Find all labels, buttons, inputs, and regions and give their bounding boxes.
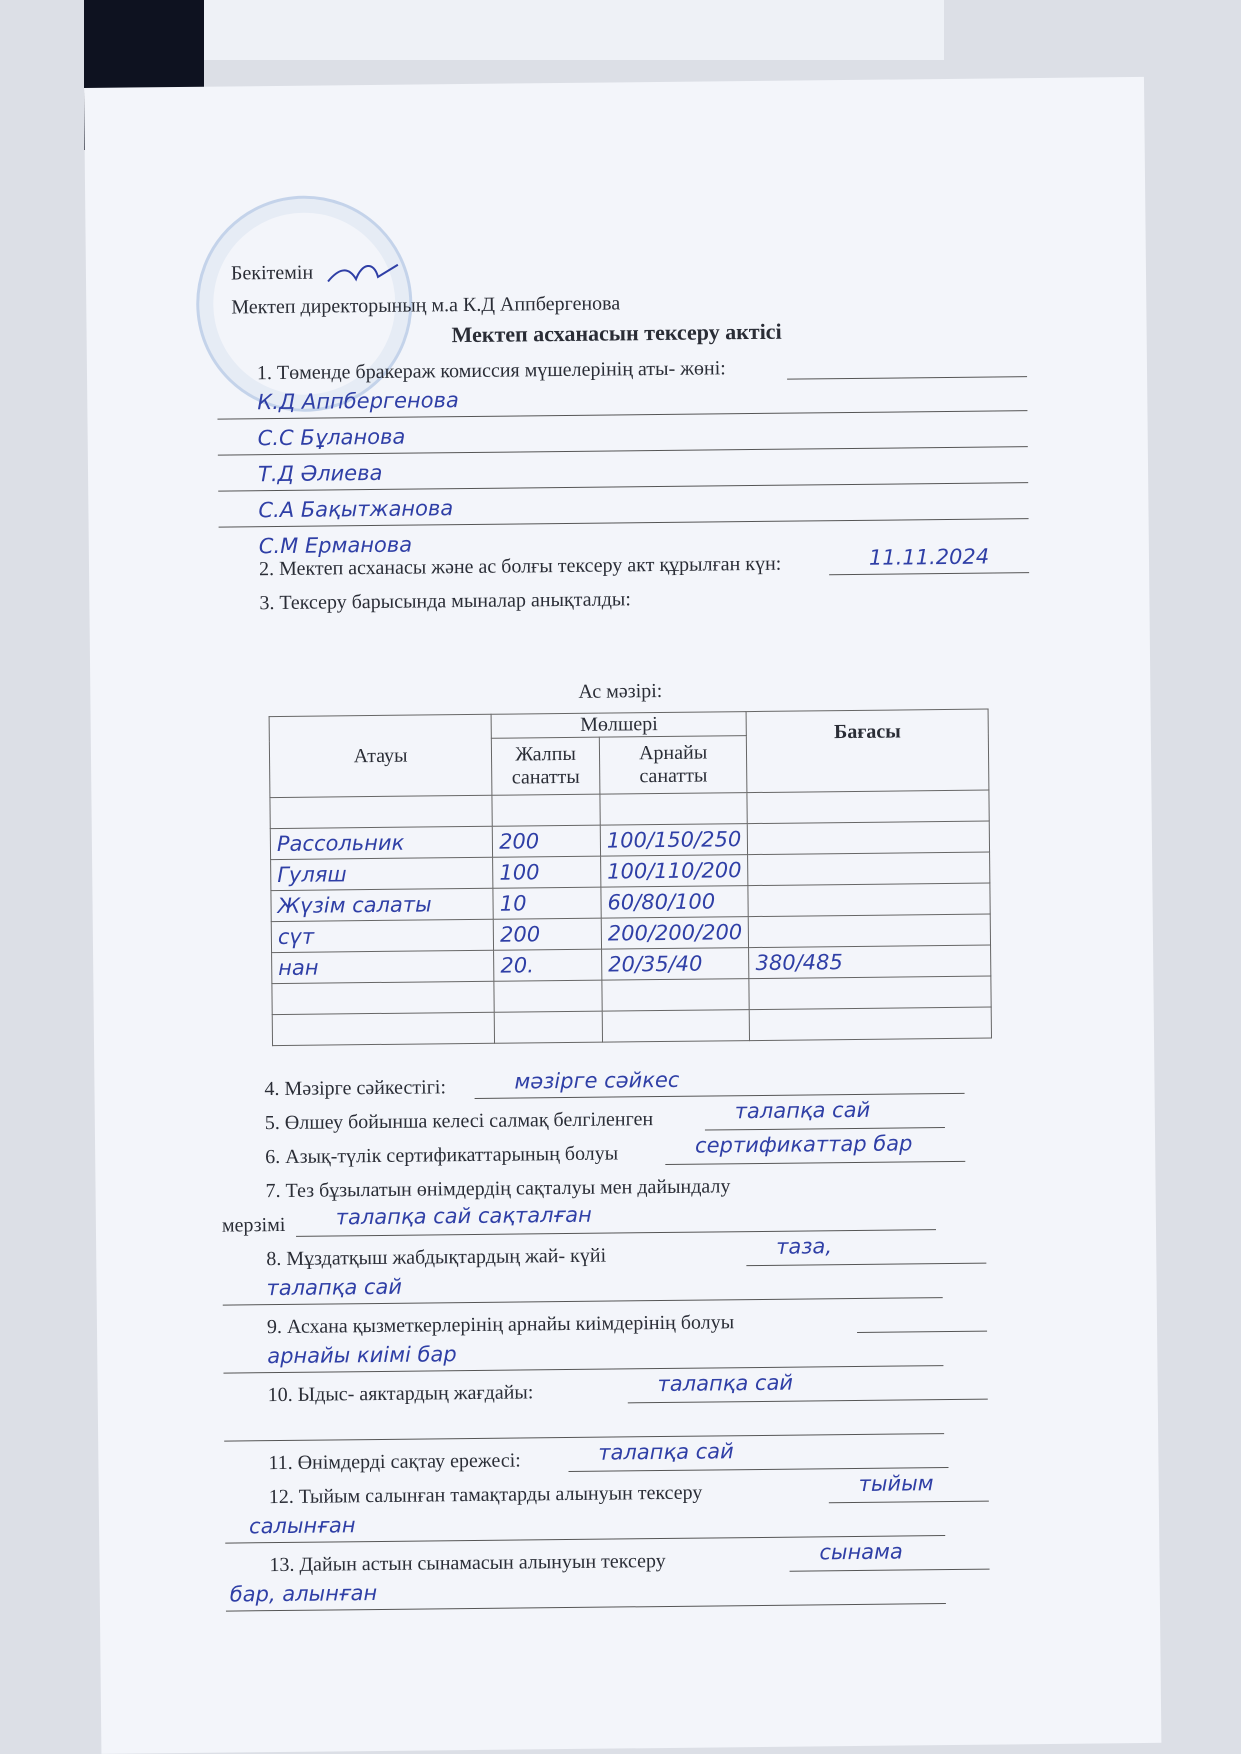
col-price-header: Бағасы xyxy=(746,709,988,793)
item-12-label: 12. Тыйым салынған тамақтарды алынуын тексеру xyxy=(268,1481,703,1509)
row-name: Рассольник xyxy=(270,826,493,859)
item-9-underline xyxy=(857,1331,987,1333)
item-6-underline xyxy=(665,1161,965,1165)
row-price xyxy=(748,883,990,917)
row-name: Гуляш xyxy=(271,857,494,890)
item-7-label-cont: мерзімі xyxy=(221,1213,286,1237)
member-3: Т.Д Әлиева xyxy=(257,460,383,487)
director-line: Мектеп директорының м.а К.Д Аппбергенова xyxy=(231,292,621,319)
item-8-answer: таза, xyxy=(776,1234,833,1259)
row-name: сүт xyxy=(271,919,494,952)
item-2-underline xyxy=(829,572,1029,575)
item-10-underline xyxy=(628,1399,988,1404)
member-5: С.М Ерманова xyxy=(258,532,413,559)
item-13-underline xyxy=(790,1569,990,1572)
row-name: нан xyxy=(272,950,495,983)
item-7-label: 7. Тез бұзылатын өнімдердің сақталуы мен дайындалу xyxy=(265,1175,731,1203)
row-general: 200 xyxy=(492,825,600,857)
approval-label: Бекітемін xyxy=(230,261,314,285)
item-11-answer: талапқа сай xyxy=(598,1439,734,1465)
item-10-answer: талапқа сай xyxy=(657,1370,794,1397)
item-2-date: 11.11.2024 xyxy=(868,544,990,570)
row-general xyxy=(494,1011,602,1043)
approval-block xyxy=(231,252,621,324)
row-name: Жүзім салаты xyxy=(271,888,494,921)
row-price xyxy=(749,976,991,1010)
menu-table xyxy=(269,709,992,1047)
row-price xyxy=(748,852,990,886)
item-7-answer: талапқа сай сақталған xyxy=(335,1202,592,1230)
col-amount-header: Мөлшері xyxy=(491,712,746,739)
item-10-label: 10. Ыдыс- аяктардың жағдайы: xyxy=(267,1381,534,1407)
row-general: 20. xyxy=(494,949,602,981)
item-9-answer: арнайы киімі бар xyxy=(267,1342,457,1369)
row-special: 200/200/200 xyxy=(601,917,749,950)
row-price xyxy=(750,1007,992,1041)
item-1-label: 1. Төменде бракераж комиссия мүшелерінің аты- жөні: xyxy=(256,357,726,385)
item-4-underline xyxy=(475,1093,965,1099)
row-special: 20/35/40 xyxy=(601,948,749,981)
item-5-label: 5. Өлшеу бойынша келесі салмақ белгіленген xyxy=(264,1108,654,1135)
row-price xyxy=(749,914,991,948)
item-10-underline-2 xyxy=(224,1433,944,1442)
menu-title: Ас мәзірі: xyxy=(578,679,663,703)
item-6-label: 6. Азық-түлік сертификаттарының болуы xyxy=(265,1142,619,1169)
col-name-header: Атауы xyxy=(269,714,492,797)
director-signature xyxy=(318,259,408,288)
item-5-underline xyxy=(705,1127,945,1131)
col-general-header: Жалпы санатты xyxy=(492,737,600,795)
row-general: 10 xyxy=(493,887,601,919)
item-13-answer-cont: бар, алынған xyxy=(229,1581,378,1607)
document-title: Мектеп асханасын тексеру актісі xyxy=(451,318,782,348)
background-page-edge xyxy=(204,0,944,60)
item-6-answer: сертификаттар бар xyxy=(694,1131,913,1158)
document-page xyxy=(84,77,1161,1754)
item-4-label: 4. Мәзірге сәйкестігі: xyxy=(264,1076,447,1101)
row-name xyxy=(272,981,495,1014)
item-13-label: 13. Дайын астын сынамасын алынуын тексеру xyxy=(269,1549,666,1577)
item-13-answer: сынама xyxy=(819,1539,903,1565)
item-2-label: 2. Мектеп асханасы және ас болғы тексеру акт құрылған күн: xyxy=(258,552,782,581)
member-1: К.Д Аппбергенова xyxy=(257,388,459,415)
row-general: 100 xyxy=(493,856,601,888)
row-name xyxy=(272,1012,495,1045)
row-special: 60/80/100 xyxy=(601,886,749,919)
item-12-answer-cont: салынған xyxy=(248,1513,356,1539)
row-special: 100/110/200 xyxy=(601,855,749,888)
member-4: С.А Бақытжанова xyxy=(258,496,454,523)
member-2: С.С Бұланова xyxy=(257,424,406,451)
item-12-answer: тыйым xyxy=(858,1471,934,1496)
item-9-label: 9. Асхана қызметкерлерінің арнайы киімдерінің болуы xyxy=(266,1311,735,1339)
item-5-answer: талапқа сай xyxy=(734,1097,871,1124)
row-price xyxy=(748,821,990,855)
row-general: 200 xyxy=(493,918,601,950)
row-general xyxy=(494,980,602,1012)
item-11-label: 11. Өнімдерді сақтау ережесі: xyxy=(268,1449,521,1475)
row-price: 380/485 xyxy=(749,945,991,979)
item-4-answer: мәзірге сәйкес xyxy=(514,1067,680,1094)
item-8-answer-cont: талапқа сай xyxy=(266,1274,403,1301)
row-special xyxy=(602,979,750,1012)
item-8-label: 8. Мұздатқыш жабдықтардың жай- күйі xyxy=(266,1244,607,1271)
item-1-underline xyxy=(787,376,1027,380)
item-12-underline xyxy=(829,1501,989,1504)
table-row xyxy=(272,1007,991,1046)
row-special xyxy=(602,1010,750,1043)
item-7-underline xyxy=(296,1229,936,1237)
item-3-label: 3. Тексеру барысында мыналар анықталды: xyxy=(259,588,631,615)
item-8-underline xyxy=(746,1263,986,1267)
col-special-header: Арнайы санатты xyxy=(599,736,747,795)
row-special: 100/150/250 xyxy=(600,824,748,857)
